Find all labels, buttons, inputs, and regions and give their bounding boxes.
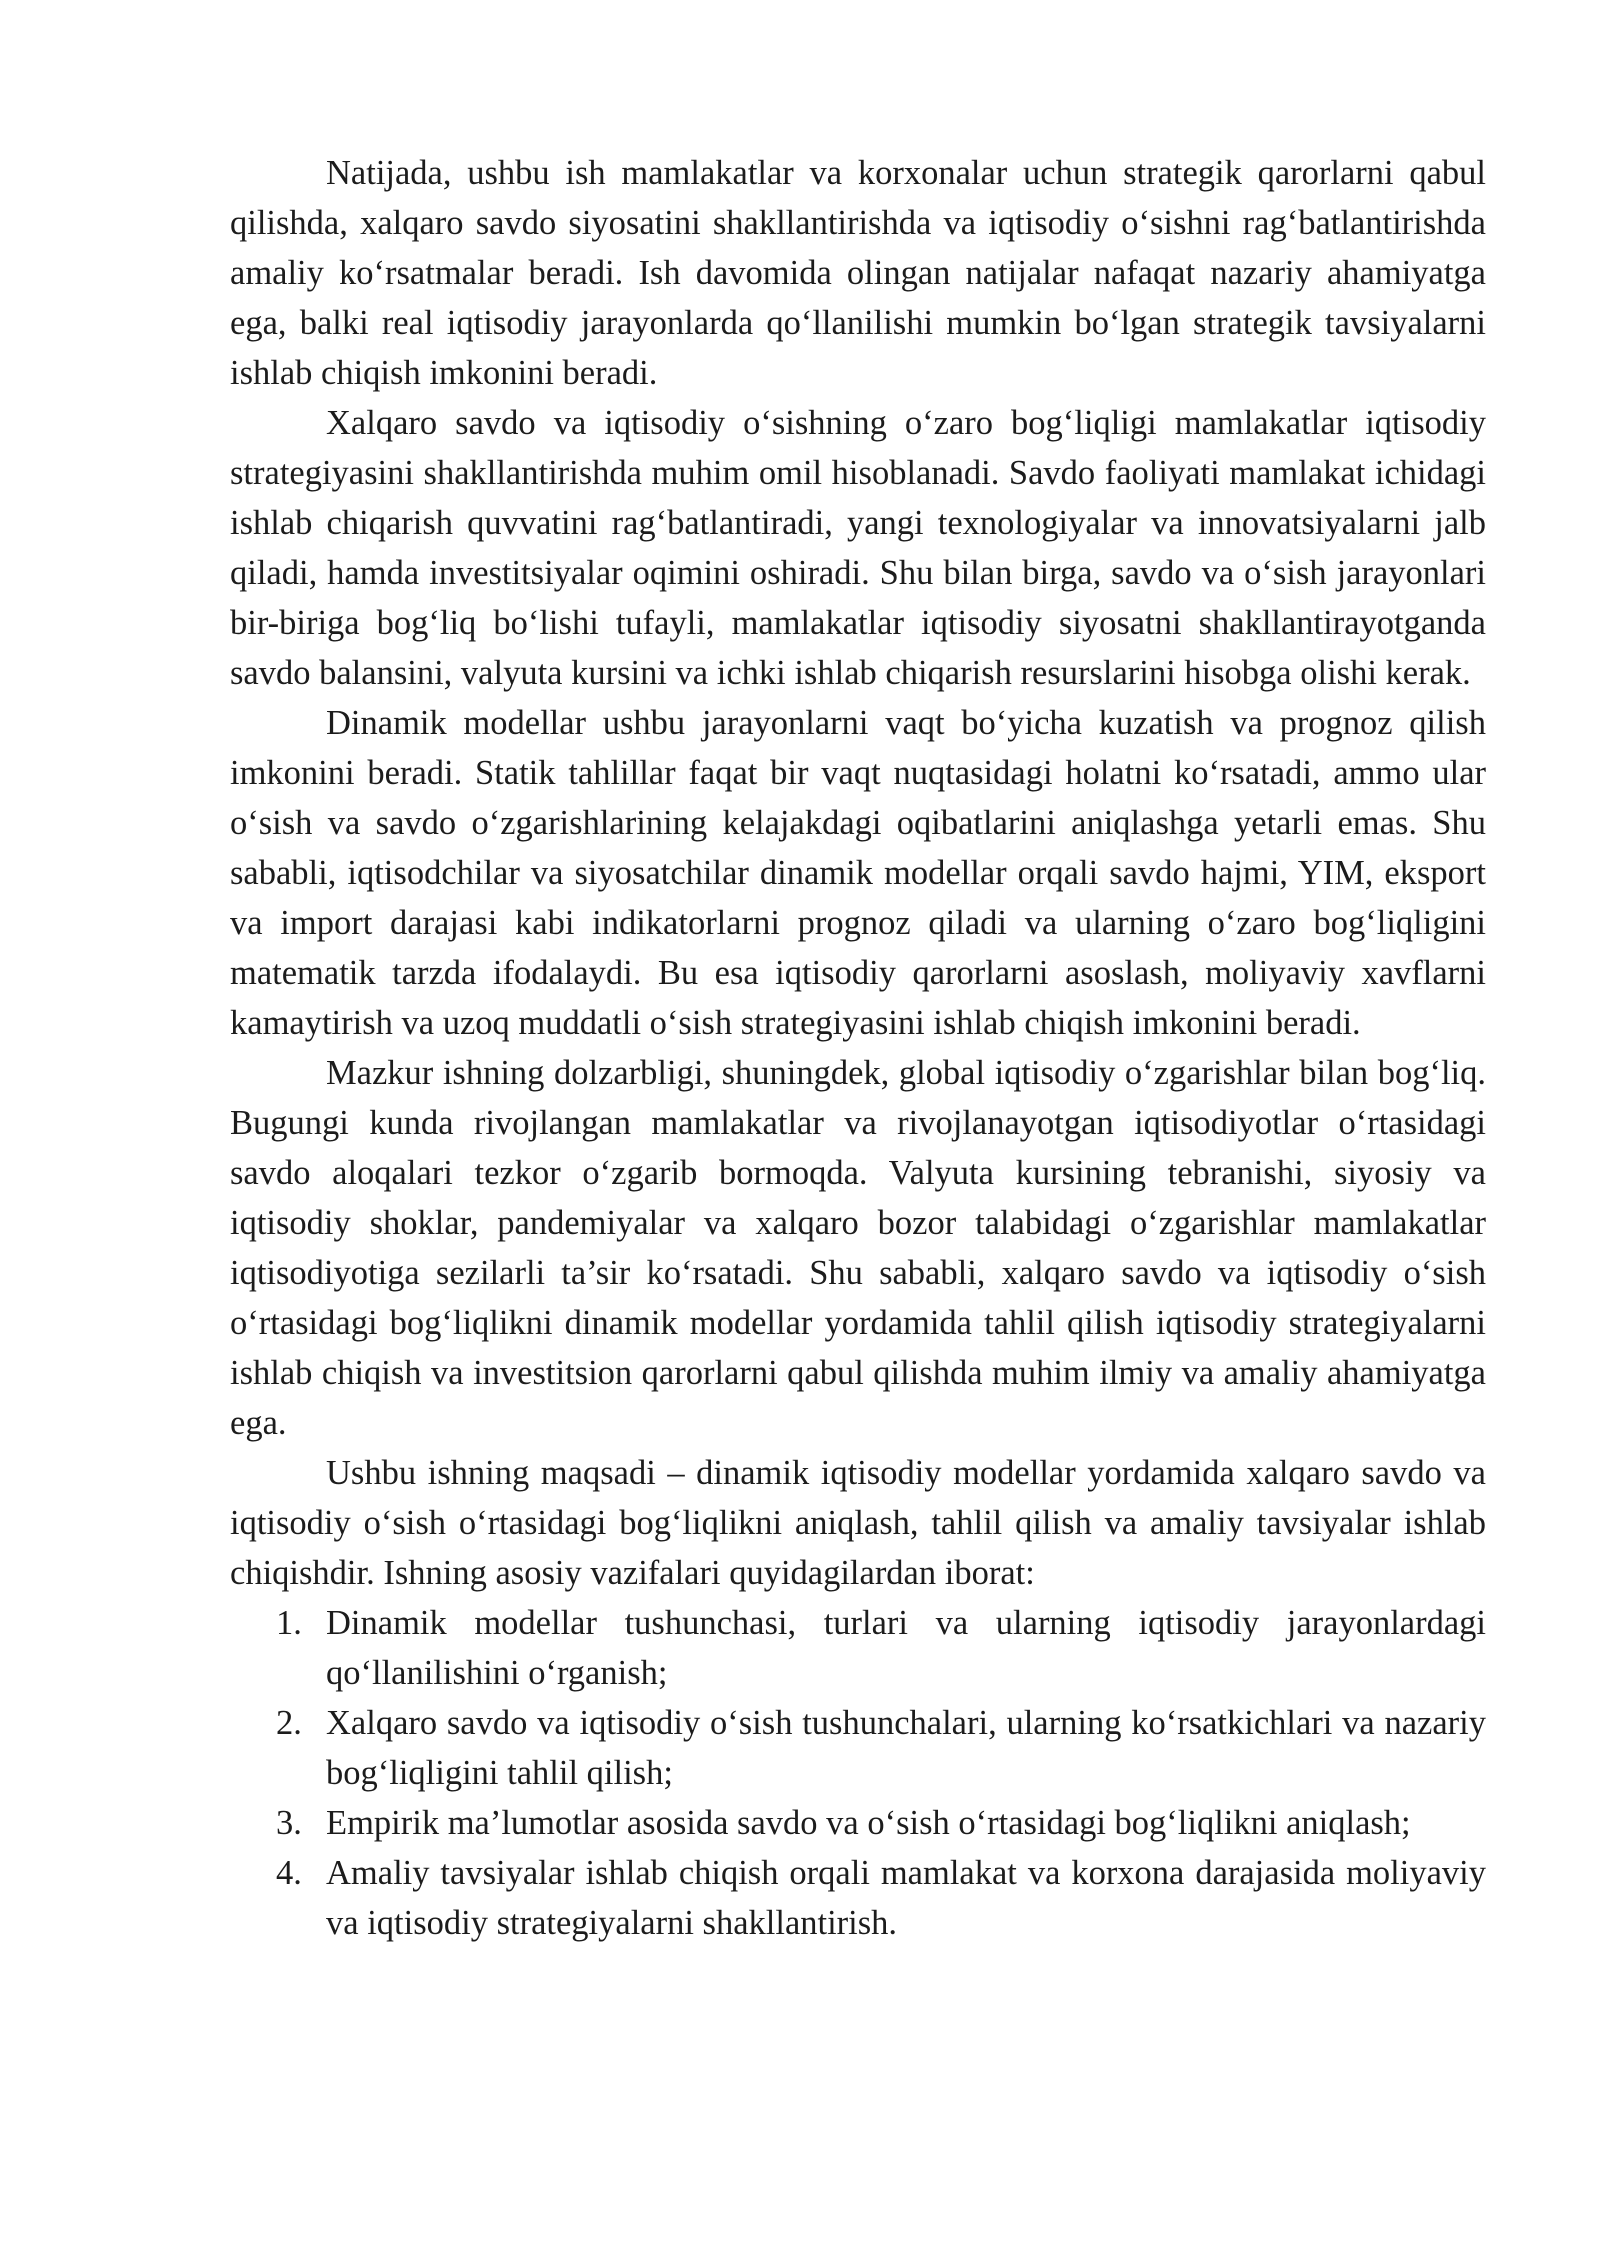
tasks-list [230,1598,1486,1948]
paragraph-goal: Ushbu ishning maqsadi – dinamik iqtisodiy modellar yordamida xalqaro savdo va iqtisodiy o‘sish o‘rtasidagi bog‘liqlikni aniqlash, tahlil qilish va amaliy tavsiyalar ishlab chiqishdir. Ishning asosiy vazifalari quyidagilardan iborat: [230,1454,1486,1592]
list-item-text: Empirik ma’lumotlar asosida savdo va o‘sish o‘rtasidagi bog‘liqlikni aniqlash; [326,1804,1411,1842]
paragraph-trade-growth: Xalqaro savdo va iqtisodiy o‘sishning o‘zaro bog‘liqligi mamlakatlar iqtisodiy strategiyasini shakllantirishda muhim omil hisoblanadi. Savdo faoliyati mamlakat ichidagi ishlab chiqarish quvvatini rag‘batlantiradi, yangi texnologiyalar va innovatsiyalarni jalb qiladi, hamda investitsiyalar oqimini oshiradi. Shu bilan birga, savdo va o‘sish jarayonlari bir-biriga bog‘liq bo‘lishi tufayli, mamlakatlar iqtisodiy siyosatni shakllantirayotganda savdo balansini, valyuta kursini va ichki ishlab chiqarish resurslarini hisobga olishi kerak. [230,404,1486,692]
paragraph-dynamic-models: Dinamik modellar ushbu jarayonlarni vaqt bo‘yicha kuzatish va prognoz qilish imkonini beradi. Statik tahlillar faqat bir vaqt nuqtasidagi holatni ko‘rsatadi, ammo ular o‘sish va savdo o‘zgarishlarining kelajakdagi oqibatlarini aniqlashga yetarli emas. Shu sababli, iqtisodchilar va siyosatchilar dinamik modellar orqali savdo hajmi, YIM, eksport va import darajasi kabi indikatorlarni prognoz qiladi va ularning o‘zaro bog‘liqligini matematik tarzda ifodalaydi. Bu esa iqtisodiy qarorlarni asoslash, moliyaviy xavflarni kamaytirish va uzoq muddatli o‘sish strategiyasini ishlab chiqish imkonini beradi. [230,704,1486,1042]
list-item [230,1698,1486,1798]
list-item [230,1598,1486,1698]
list-item [230,1798,1486,1848]
document-body [230,148,1486,1948]
list-item-text: Dinamik modellar tushunchasi, turlari va ularning iqtisodiy jarayonlardagi qo‘llanilishini o‘rganish; [326,1604,1486,1692]
list-item-text: Amaliy tavsiyalar ishlab chiqish orqali mamlakat va korxona darajasida moliyaviy va iqtisodiy strategiyalarni shakllantirish. [326,1854,1486,1942]
list-item-text: Xalqaro savdo va iqtisodiy o‘sish tushunchalari, ularning ko‘rsatkichlari va nazariy bog‘liqligini tahlil qilish; [326,1704,1486,1792]
list-item-number: 4. [276,1854,302,1892]
list-item-number: 1. [276,1604,302,1642]
paragraph-conclusion: Natijada, ushbu ish mamlakatlar va korxonalar uchun strategik qarorlarni qabul qilishda, xalqaro savdo siyosatini shakllantirishda va iqtisodiy o‘sishni rag‘batlantirishda amaliy ko‘rsatmalar beradi. Ish davomida olingan natijalar nafaqat nazariy ahamiyatga ega, balki real iqtisodiy jarayonlarda qo‘llanilishi mumkin bo‘lgan strategik tavsiyalarni ishlab chiqish imkonini beradi. [230,154,1486,392]
list-item-number: 2. [276,1704,302,1742]
paragraph-relevance: Mazkur ishning dolzarbligi, shuningdek, global iqtisodiy o‘zgarishlar bilan bog‘liq. Bugungi kunda rivojlangan mamlakatlar va rivojlanayotgan iqtisodiyotlar o‘rtasidagi savdo aloqalari tezkor o‘zgarib bormoqda. Valyuta kursining tebranishi, siyosiy va iqtisodiy shoklar, pandemiyalar va xalqaro bozor talabidagi o‘zgarishlar mamlakatlar iqtisodiyotiga sezilarli ta’sir ko‘rsatadi. Shu sababli, xalqaro savdo va iqtisodiy o‘sish o‘rtasidagi bog‘liqlikni dinamik modellar yordamida tahlil qilish iqtisodiy strategiyalarni ishlab chiqish va investitsion qarorlarni qabul qilishda muhim ilmiy va amaliy ahamiyatga ega. [230,1054,1486,1442]
list-item-number: 3. [276,1804,302,1842]
list-item [230,1848,1486,1948]
